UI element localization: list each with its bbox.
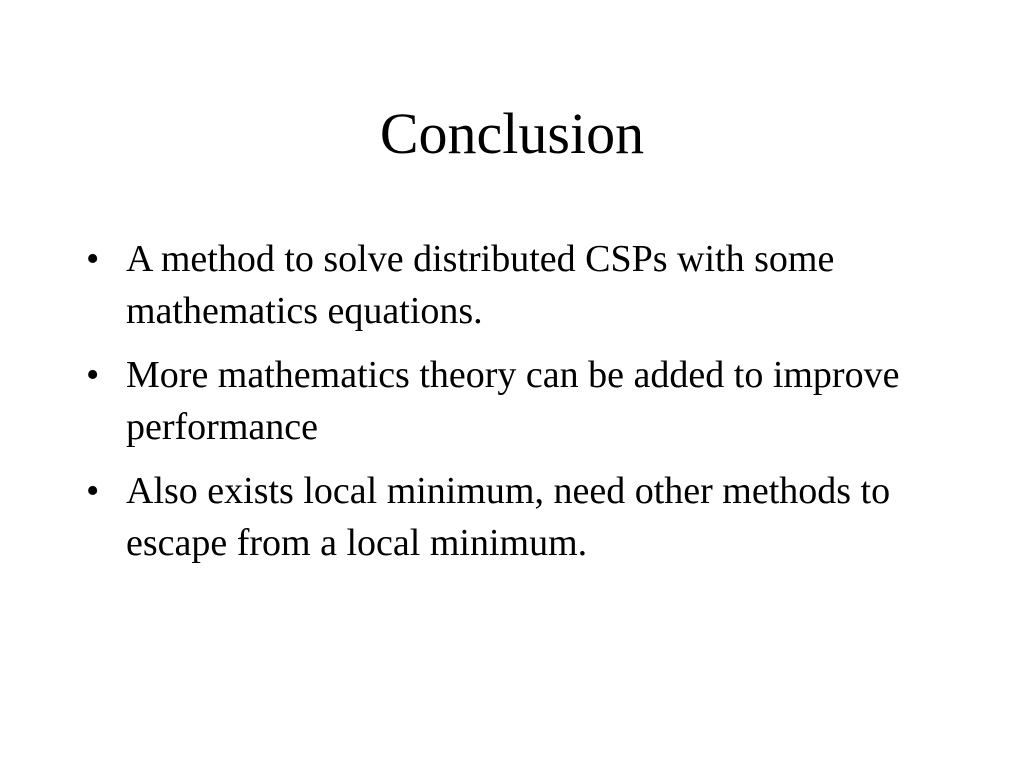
bullet-item <box>86 233 966 337</box>
bullet-marker: • <box>86 470 100 512</box>
bullet-text: More mathematics theory can be added to improve performance <box>126 354 900 448</box>
bullet-item <box>86 349 966 453</box>
bullet-text: Also exists local minimum, need other methods to escape from a local minimum. <box>126 470 891 564</box>
bullet-text: A method to solve distributed CSPs with some mathematics equations. <box>126 238 835 332</box>
slide-title: Conclusion <box>379 101 645 166</box>
bullet-marker: • <box>86 238 100 280</box>
bullet-item <box>86 465 966 569</box>
bullet-list <box>86 233 966 581</box>
bullet-marker: • <box>86 354 100 396</box>
